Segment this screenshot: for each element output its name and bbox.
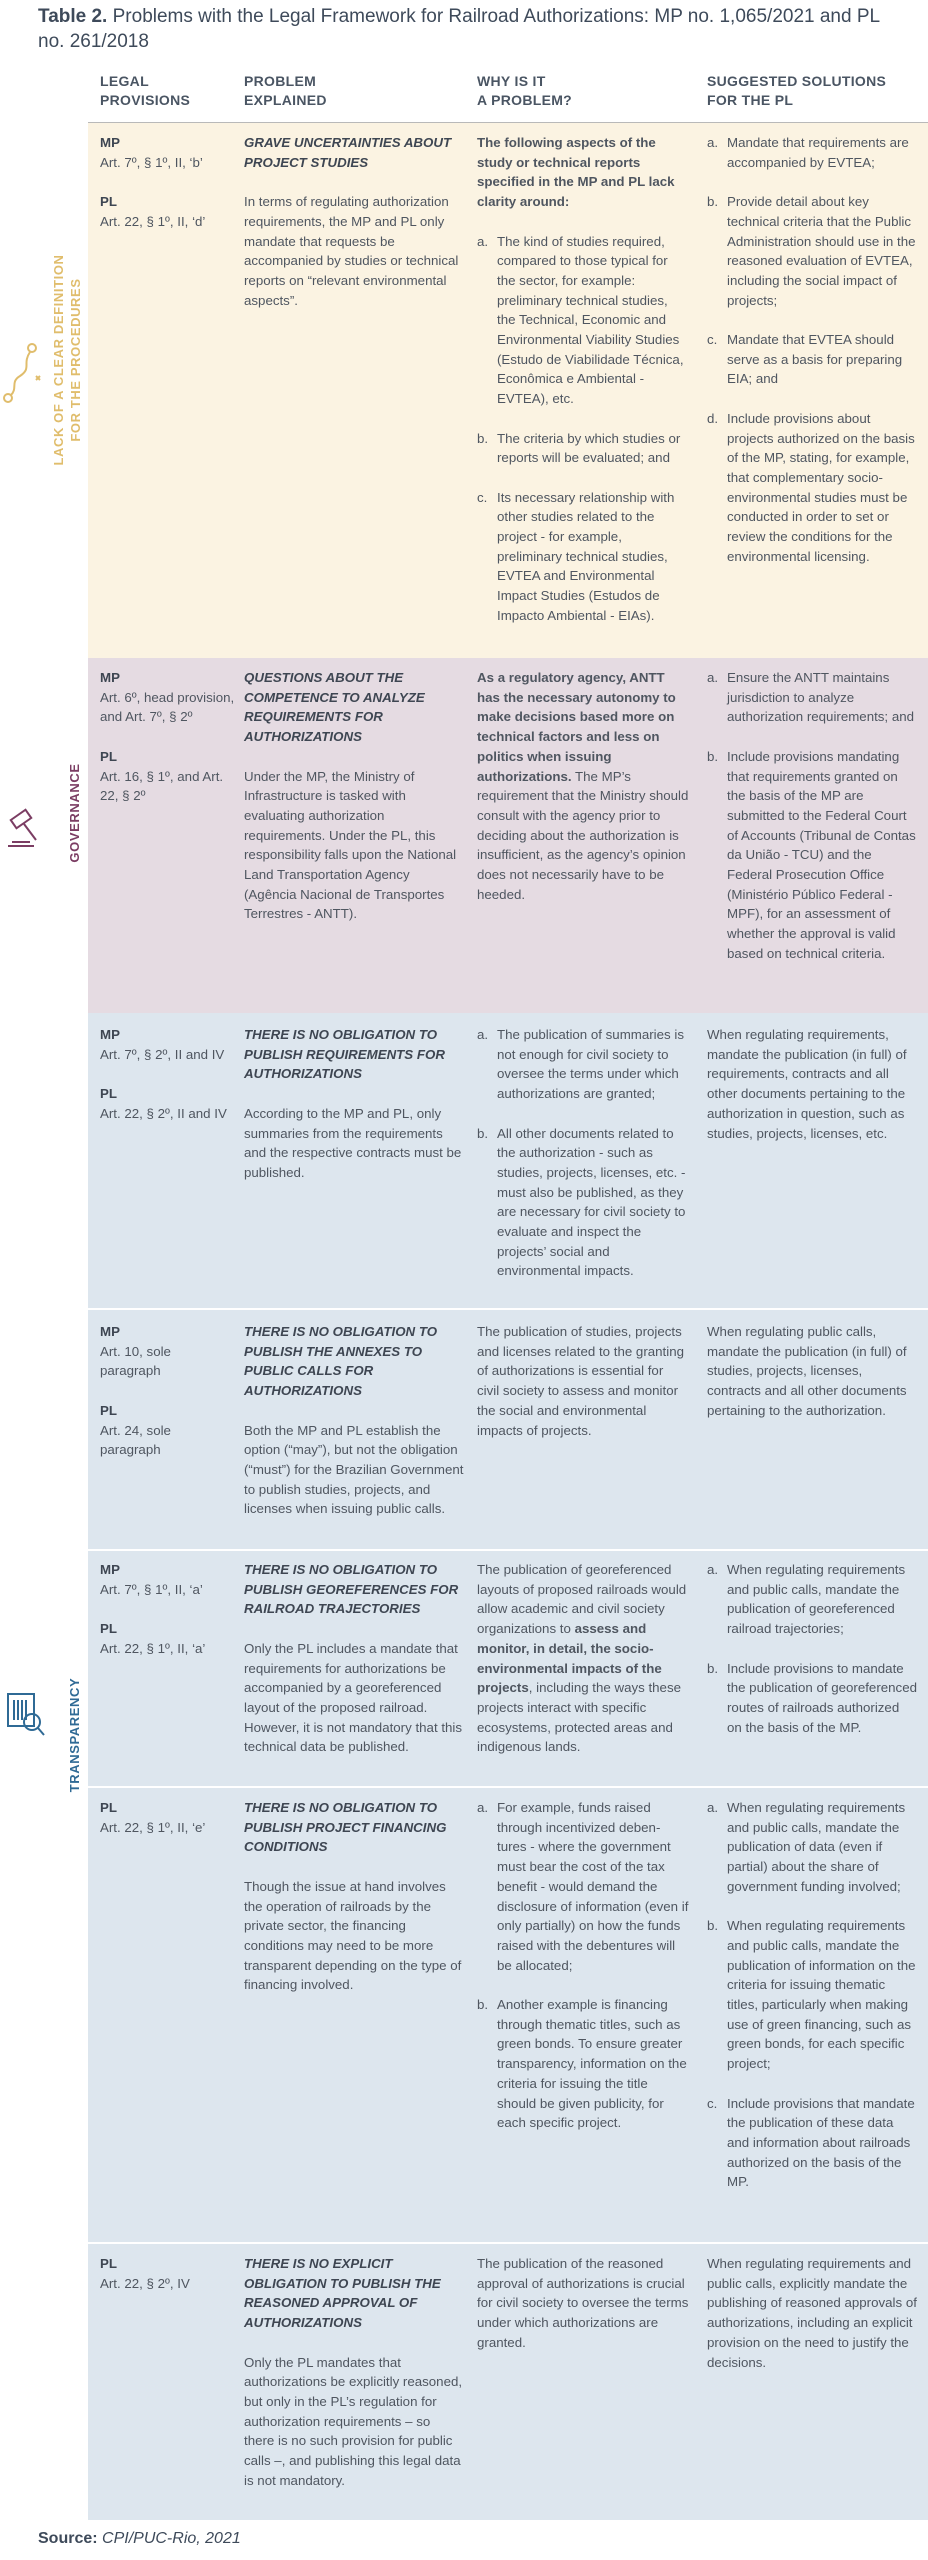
problem-title: THERE IS NO EXPLICIT OBLIGATION TO PUBLISH THE REASONED APPROVAL OF AUTHORIZATIONS: [244, 2256, 441, 2331]
source-label: Source:: [38, 2530, 98, 2547]
source-text: CPI/PUC-Rio, 2021: [102, 2530, 241, 2547]
list-item: All other documents related to the authorization - such as studies, projects, licenses, etc. - must also be published, as they are necessary for civil society to evaluate and inspect the projects’ social and environmental impacts.: [497, 1125, 686, 1279]
problem-title: THERE IS NO OBLIGATION TO PUBLISH REQUIREMENTS FOR AUTHORIZATIONS: [244, 1027, 445, 1082]
row-divider: [88, 2242, 928, 2244]
why-intro: The following aspects of the study or technical reports specified in the MP and PL lack clarity around:: [477, 135, 675, 210]
provision-type: PL: [100, 1402, 117, 1418]
provision-article: Art. 6º, head provision, and Art. 7º, § 2º: [100, 689, 235, 725]
list-marker: a.: [707, 135, 719, 150]
route-icon: [2, 340, 42, 410]
provision-article: Art. 7º, § 2º, II and IV: [100, 1046, 225, 1062]
legal-provisions-cell: [100, 1798, 235, 1837]
why-cell: [477, 1560, 689, 1757]
problem-text: Under the MP, the Ministry of Infrastructure is tasked with evaluating authorization requirements. Under the PL, this responsibility falls upon the National Land Transportation Agency (Agência Nacional de Transportes Terrestres - ANTT).: [244, 768, 457, 922]
problem-title: QUESTIONS ABOUT THE COMPETENCE TO ANALYZE REQUIREMENTS FOR AUTHORIZATIONS: [244, 670, 425, 745]
header-provisions-line1: LEGAL: [100, 73, 149, 89]
provision-article: Art. 7º, § 1º, II, ‘a’: [100, 1581, 203, 1597]
list-item: Provide detail about key technical criteria that the Public Administration should use in the reasoned evaluation of EVTEA, including the social impact of projects;: [727, 194, 916, 308]
list-item: Another example is financing through thematic titles, such as green bonds. To ensure greater transparency, information on the criteria for issuing the title should be given publicity, for each specific project.: [497, 1997, 687, 2131]
list-item: For example, funds raised through incentivized deben-tures - where the government must bear the cost of the tax benefit - would demand the disclosure of information (even if only partially) on how the funds raised with the debentures will be allocated;: [497, 1800, 689, 1973]
problem-title: THERE IS NO OBLIGATION TO PUBLISH THE ANNEXES TO PUBLIC CALLS FOR AUTHORIZATIONS: [244, 1324, 438, 1399]
why-emphasis: assess and monitor, in detail, the socio-environmental impacts of the projects: [477, 1621, 662, 1696]
why-emphasis: As a regulatory agency, ANTT has the necessary autonomy to make decisions based more on technical factors and less on politics when issuing authorizations.: [477, 670, 676, 784]
problem-title: THERE IS NO OBLIGATION TO PUBLISH PROJECT FINANCING CONDITIONS: [244, 1800, 447, 1855]
document-magnifier-icon: [4, 1690, 48, 1740]
list-marker: a.: [477, 1800, 489, 1815]
list-item: Mandate that requirements are accompanied by EVTEA;: [727, 135, 909, 170]
list-item: Include provisions to mandate the publication of georeferenced routes of railroads authorized on the basis of the MP.: [727, 1660, 917, 1735]
header-provisions-line2: PROVISIONS: [100, 92, 191, 108]
solutions-cell: [707, 1025, 917, 1143]
list-marker: b.: [707, 1918, 719, 1934]
row-divider: [88, 1786, 928, 1788]
problem-title: THERE IS NO OBLIGATION TO PUBLISH GEOREFERENCES FOR RAILROAD TRAJECTORIES: [244, 1562, 459, 1617]
header-provisions: [100, 72, 190, 110]
list-item: When regulating requirements and public calls, mandate the publication of georeferenced railroad trajectories;: [727, 1562, 906, 1637]
solutions-cell: [707, 668, 917, 964]
header-problem-line2: EXPLAINED: [244, 92, 327, 108]
list-marker: a.: [477, 1027, 489, 1042]
problem-text: According to the MP and PL, only summaries from the requirements and the respective contracts must be published.: [244, 1105, 462, 1180]
why-cell: [477, 1025, 689, 1281]
list-marker: b.: [707, 748, 719, 764]
why-text: The publication of studies, projects and licenses related to the granting of authorizations is essential for civil society to assess and monitor the social and environmental impacts of projects.: [477, 1324, 684, 1438]
list-marker: c.: [707, 2095, 718, 2111]
provision-type: PL: [100, 194, 117, 210]
why-cell: [477, 133, 689, 626]
problem-text: Both the MP and PL establish the option (“may”), but not the obligation (“must”) for the Brazilian Government to publish studies, projects, and licenses when issuing public calls.: [244, 1422, 464, 1517]
provision-article: Art. 22, § 1º, II, ‘d’: [100, 213, 206, 229]
table-title: [38, 4, 898, 54]
problem-text: Only the PL mandates that authorizations be explicitly reasoned, but only in the PL’s regulation for authorization requirements – so there is no such provision for public calls –, and publishing this legal data is not mandatory.: [244, 2354, 463, 2488]
source-note: [38, 2530, 241, 2548]
section-label-lack-line1: LACK OF A CLEAR DEFINITION: [51, 254, 66, 466]
list-item: Include provisions mandating that requirements granted on the basis of the MP are submitted to the Federal Court of Accounts (Tribunal de Contas da União - TCU) and the Federal Prosecution Office (Ministério Público Federal - MPF), for an assessment of whether the approval is valid based on technical criteria.: [727, 748, 916, 961]
header-why: [477, 72, 572, 110]
list-item: The kind of studies required, compared to those typical for the sector, for example: preliminary technical studies, the Technical, Economic and Environmental Viability Studies (Estudo de Viabilidade Técnica, Econômica e Ambiental - EVTEA), etc.: [497, 233, 684, 407]
header-solutions-line2: FOR THE PL: [707, 92, 794, 108]
header-why-line2: A PROBLEM?: [477, 92, 573, 108]
why-text: The publication of georeferenced layouts of proposed railroads would allow academic and civil society organizations to: [477, 1562, 687, 1637]
provision-type: MP: [100, 1324, 120, 1339]
list-marker: b.: [707, 1660, 719, 1676]
list-marker: a.: [707, 1562, 719, 1577]
provision-type: PL: [100, 1086, 117, 1102]
list-marker: d.: [707, 410, 719, 426]
list-marker: a.: [707, 670, 719, 685]
why-text: , including the ways these projects interact with specific ecosystems, protected areas and indigenous lands.: [477, 1680, 681, 1755]
provision-type: PL: [100, 1621, 117, 1637]
problem-text: Only the PL includes a mandate that requirements for authorizations be accompanied by a georeferenced layout of the proposed railroad. However, it is not mandatory that this technical data be published.: [244, 1640, 463, 1755]
solution-text: When regulating public calls, mandate the publication (in full) of studies, projects, licenses, contracts and all other documents pertaining to the authorization.: [707, 1324, 907, 1418]
provision-type: MP: [100, 1562, 120, 1577]
why-text: The publication of the reasoned approval of authorizations is crucial for civil society to oversee the terms under which authorizations are granted.: [477, 2256, 689, 2350]
legal-provisions-cell: [100, 668, 235, 806]
provision-type: MP: [100, 135, 120, 150]
provision-article: Art. 22, § 2º, II and IV: [100, 1105, 227, 1121]
legal-provisions-cell: [100, 2254, 235, 2293]
provision-article: Art. 22, § 1º, II, ‘e’: [100, 1819, 206, 1835]
list-item: Mandate that EVTEA should serve as a basis for preparing EIA; and: [727, 332, 903, 387]
header-solutions-line1: SUGGESTED SOLUTIONS: [707, 73, 887, 89]
provision-article: Art. 10, sole paragraph: [100, 1343, 171, 1379]
problem-cell: [244, 1798, 464, 1995]
solution-text: When regulating requirements, mandate the publication (in full) of requirements, contracts and all other documents pertaining to the authorization in question, such as studies, projects, licenses, etc.: [707, 1027, 907, 1141]
why-cell: [477, 668, 689, 904]
problem-text: Though the issue at hand involves the operation of railroads by the private sector, the financing conditions may need to be more transparent depending on the type of financing involved.: [244, 1878, 462, 1993]
problem-cell: [244, 668, 464, 924]
list-item: When regulating requirements and public calls, mandate the publication of information on the criteria for issuing thematic titles, particularly when making use of green financing, such as green bonds, for each specific project;: [727, 1918, 916, 2072]
problem-cell: [244, 1560, 464, 1757]
why-cell: [477, 2254, 689, 2353]
header-solutions: [707, 72, 886, 110]
provision-type: MP: [100, 1027, 120, 1042]
list-marker: c.: [707, 332, 718, 347]
why-cell: [477, 1322, 689, 1440]
provision-article: Art. 24, sole paragraph: [100, 1422, 171, 1458]
list-marker: b.: [477, 1997, 489, 2013]
section-label-lack-line2: FOR THE PROCEDURES: [68, 278, 83, 442]
provision-article: Art. 16, § 1º, and Art. 22, § 2º: [100, 768, 224, 804]
provision-type: PL: [100, 2256, 117, 2271]
list-item: The publication of summaries is not enough for civil society to oversee the terms under which authorizations are granted;: [497, 1027, 684, 1102]
list-item: Include provisions about projects authorized on the basis of the MP, stating, for example, that complementary socio-environmental studies must be conducted in order to set or review the conditions for the environmental licensing.: [727, 410, 915, 564]
list-marker: c.: [477, 489, 488, 505]
list-item: The criteria by which studies or reports will be evaluated; and: [497, 430, 681, 466]
provision-type: PL: [100, 1800, 117, 1815]
solutions-cell: [707, 1798, 917, 2192]
list-marker: a.: [707, 1800, 719, 1815]
list-item: Its necessary relationship with other studies related to the project - for example, preliminary technical studies, EVTEA and Environmental Impact Studies (Estudos de Impacto Ambiental - EIAs).: [497, 489, 675, 623]
list-item: Ensure the ANTT maintains jurisdiction to analyze authorization requirements; and: [727, 670, 915, 725]
provision-article: Art. 7º, § 1º, II, ‘b’: [100, 154, 203, 170]
section-label-lack: [50, 210, 84, 510]
header-problem: [244, 72, 327, 110]
provision-type: MP: [100, 670, 120, 685]
legal-provisions-cell: [100, 1560, 235, 1659]
table-title-text: Problems with the Legal Framework for Railroad Authorizations: MP no. 1,065/2021 and PL no. 261/2018: [38, 6, 880, 52]
problem-cell: [244, 1025, 464, 1183]
gavel-icon: [4, 808, 44, 852]
list-item: Include provisions that mandate the publication of these data and information about railroads authorized on the basis of the MP.: [727, 2095, 915, 2190]
provision-article: Art. 22, § 2º, IV: [100, 2275, 190, 2291]
provision-type: PL: [100, 748, 117, 764]
legal-provisions-cell: [100, 1322, 235, 1460]
row-divider: [88, 1549, 928, 1551]
problem-text: In terms of regulating authorization requirements, the MP and PL only mandate that requests be accompanied by studies or technical reports on “relevant environmental aspects”.: [244, 194, 459, 308]
section-label-transparency: TRANSPARENCY: [67, 1677, 82, 1793]
solutions-cell: [707, 1322, 917, 1421]
solutions-cell: [707, 2254, 917, 2372]
header-problem-line1: PROBLEM: [244, 73, 317, 89]
row-divider: [88, 1308, 928, 1310]
solutions-cell: [707, 133, 917, 566]
provision-article: Art. 22, § 1º, II, ‘a’: [100, 1640, 206, 1656]
why-text: The MP’s requirement that the Ministry should consult with the agency prior to deciding about the authorization is insufficient, as the agency’s opinion does not necessarily have to be heeded.: [477, 768, 689, 902]
section-label-governance: GOVERNANCE: [67, 763, 82, 863]
table-label: Table 2.: [38, 6, 108, 27]
list-marker: b.: [477, 430, 489, 446]
legal-provisions-cell: [100, 1025, 235, 1124]
list-marker: a.: [477, 233, 489, 249]
list-marker: b.: [707, 194, 719, 210]
header-why-line1: WHY IS IT: [477, 73, 546, 89]
problem-title: GRAVE UNCERTAINTIES ABOUT PROJECT STUDIES: [244, 135, 452, 170]
list-item: When regulating requirements and public calls, mandate the publication of data (even if partial) about the share of government funding involved;: [727, 1800, 906, 1894]
solutions-cell: [707, 1560, 917, 1737]
legal-provisions-cell: [100, 133, 235, 232]
problem-cell: [244, 2254, 464, 2490]
solution-text: When regulating requirements and public calls, explicitly mandate the publishing of reasoned approvals of authorizations, including an explicit provision on the need to justify the decisions.: [707, 2256, 917, 2370]
problem-cell: [244, 133, 464, 310]
list-marker: b.: [477, 1125, 489, 1141]
why-cell: [477, 1798, 689, 2133]
problem-cell: [244, 1322, 464, 1519]
